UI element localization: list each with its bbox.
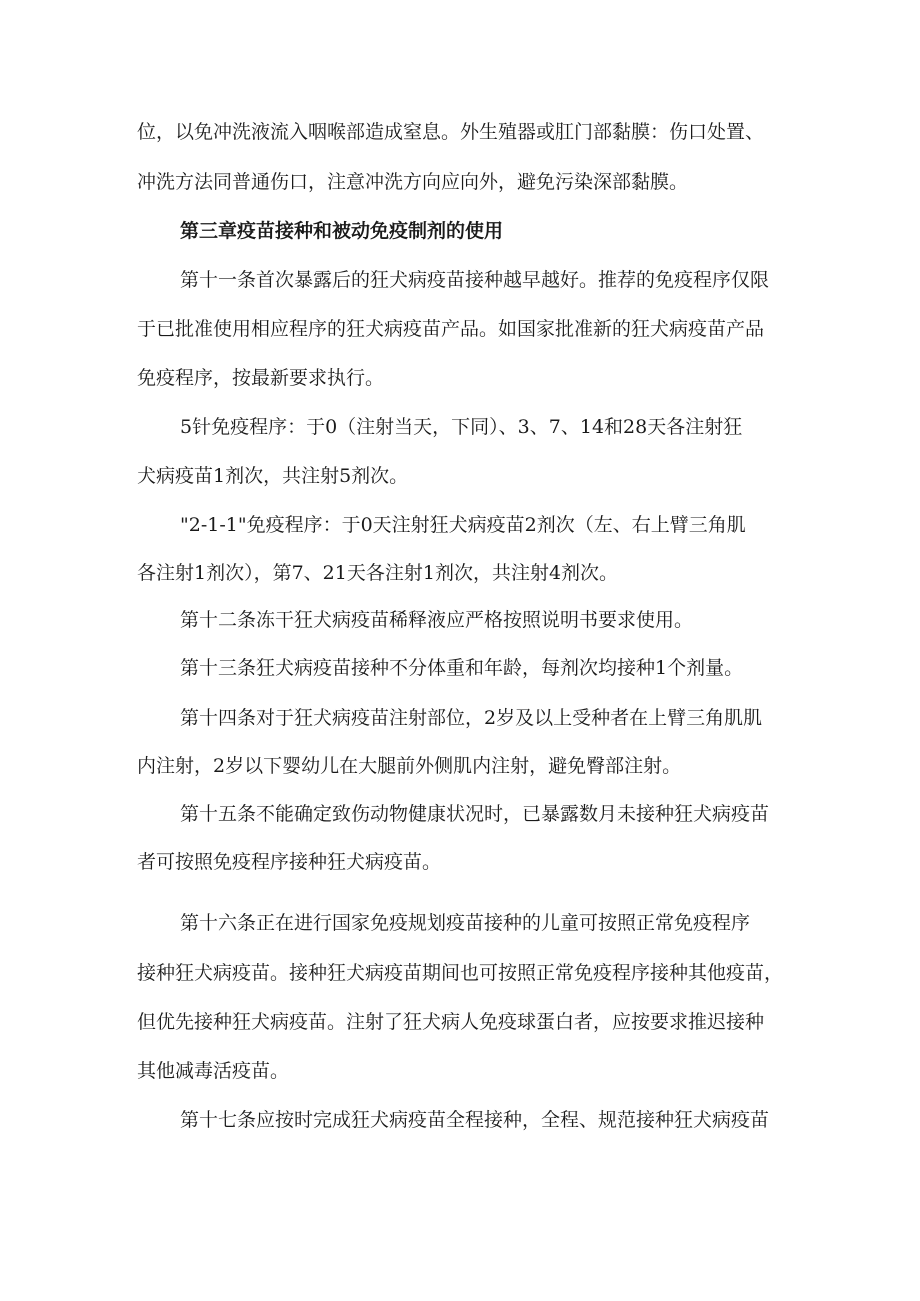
paragraph-line: 免疫程序，按最新要求执行。	[137, 367, 385, 389]
paragraph-line: 内注射，2岁以下婴幼儿在大腿前外侧肌内注射，避免臀部注射。	[137, 755, 682, 777]
paragraph-line: "2-1-1"免疫程序：于0天注射狂犬病疫苗2剂次（左、右上臂三角肌	[180, 514, 746, 536]
paragraph-line: 第十五条不能确定致伤动物健康状况时，已暴露数月未接种狂犬病疫苗	[180, 803, 770, 825]
paragraph-line: 接种狂犬病疫苗。接种狂犬病疫苗期间也可按照正常免疫程序接种其他疫苗，	[137, 962, 784, 984]
paragraph-line: 第十二条冻干狂犬病疫苗稀释液应严格按照说明书要求使用。	[180, 609, 694, 631]
paragraph-line: 但优先接种狂犬病疫苗。注射了狂犬病人免疫球蛋白者，应按要求推迟接种	[137, 1011, 765, 1033]
paragraph-line: 犬病疫苗1剂次，共注射5剂次。	[137, 465, 409, 487]
paragraph-line: 于已批准使用相应程序的狂犬病疫苗产品。如国家批准新的狂犬病疫苗产品	[137, 318, 765, 340]
paragraph-line: 第十四条对于狂犬病疫苗注射部位，2岁及以上受种者在上臂三角肌肌	[180, 707, 763, 729]
chapter-heading: 第三章疫苗接种和被动免疫制剂的使用	[180, 220, 504, 242]
paragraph-line: 各注射1剂次），第7、21天各注射1剂次，共注射4剂次。	[137, 562, 619, 584]
paragraph-line: 第十七条应按时完成狂犬病疫苗全程接种，全程、规范接种狂犬病疫苗	[180, 1109, 770, 1131]
paragraph-line: 冲洗方法同普通伤口，注意冲洗方向应向外，避免污染深部黏膜。	[137, 171, 689, 193]
paragraph-line: 其他减毒活疫苗。	[137, 1060, 290, 1082]
paragraph-line: 第十一条首次暴露后的狂犬病疫苗接种越早越好。推荐的免疫程序仅限	[180, 269, 770, 291]
paragraph-line: 位，以免冲洗液流入咽喉部造成窒息。外生殖器或肛门部黏膜：伤口处置、	[137, 121, 765, 143]
paragraph-line: 第十六条正在进行国家免疫规划疫苗接种的儿童可按照正常免疫程序	[180, 912, 751, 934]
paragraph-line: 者可按照免疫程序接种狂犬病疫苗。	[137, 851, 442, 873]
paragraph-line: 第十三条狂犬病疫苗接种不分体重和年龄，每剂次均接种1个剂量。	[180, 657, 744, 679]
paragraph-line: 5针免疫程序：于0（注射当天，下同）、3、7、14和28天各注射狂	[180, 416, 743, 438]
